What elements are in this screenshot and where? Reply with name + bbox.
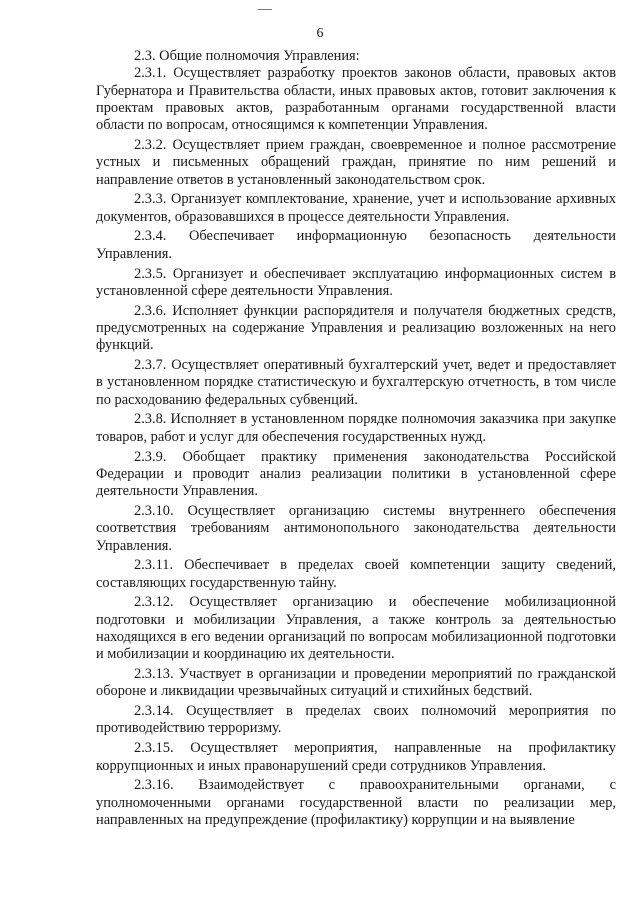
paragraph-2-3-12: 2.3.12. Осуществляет организацию и обеспечение мобилизационной подготовки и мобилизации Управления, а также контроль за деятельностью находящихся в его ведении организаций по вопросам мобилизационной подготовки и мобилизации и координацию их деятельности. [96,594,616,663]
paragraph-2-3-11: 2.3.11. Обеспечивает в пределах своей компетенции защиту сведений, составляющих государственную тайну. [96,557,616,591]
document-body [96,48,616,829]
paragraph-2-3-4: 2.3.4. Обеспечивает информационную безопасность деятельности Управления. [96,228,616,262]
paragraph-2-3-15: 2.3.15. Осуществляет мероприятия, направленные на профилактику коррупционных и иных правонарушений среди сотрудников Управления. [96,740,616,774]
page-number: 6 [316,26,324,41]
paragraph-2-3-9: 2.3.9. Обобщает практику применения законодательства Российской Федерации и проводит анализ реализации политики в установленной сфере деятельности Управления. [96,448,616,500]
paragraph-2-3-3: 2.3.3. Организует комплектование, хранение, учет и использование архивных документов, образовавшихся в процессе деятельности Управления. [96,191,616,225]
paragraph-2-3-10: 2.3.10. Осуществляет организацию системы внутреннего обеспечения соответствия требованиям антимонопольного законодательства деятельности Управления. [96,502,616,554]
paragraph-2-3-5: 2.3.5. Организует и обеспечивает эксплуатацию информационных систем в установленной сфере деятельности Управления. [96,265,616,299]
paragraph-2-3-13: 2.3.13. Участвует в организации и проведении мероприятий по гражданской обороне и ликвидации чрезвычайных ситуаций и стихийных бедствий. [96,666,616,700]
paragraph-2-3-7: 2.3.7. Осуществляет оперативный бухгалтерский учет, ведет и предоставляет в установленном порядке статистическую и бухгалтерскую отчетность, в том числе по расходованию федеральных субвенций. [96,357,616,408]
paragraph-2-3-6: 2.3.6. Исполняет функции распорядителя и получателя бюджетных средств, предусмотренных на содержание Управления и реализацию возложенных на него функций. [96,302,616,354]
paragraph-2-3-2: 2.3.2. Осуществляет прием граждан, своевременное и полное рассмотрение устных и письменных обращений граждан, принятие по ним решений и направление ответов в установленный законодательством срок. [96,136,616,188]
section-heading: 2.3. Общие полномочия Управления: [134,48,360,64]
paragraph-2-3-8: 2.3.8. Исполняет в установленном порядке полномочия заказчика при закупке товаров, работ и услуг для обеспечения государственных нужд. [96,411,616,445]
scan-artifact-mark [258,9,272,10]
paragraph-2-3-16: 2.3.16. Взаимодействует с правоохранительными органами, с уполномоченными органами государственной власти по реализации мер, направленных на предупреждение (профилактику) коррупции и на выявление [96,777,616,828]
paragraph-2-3-1: 2.3.1. Осуществляет разработку проектов законов области, правовых актов Губернатора и Правительства области, иных правовых актов, готовит заключения к проектам правовых актов, разработанным органами государственной власти области по вопросам, относящимся к компетенции Управления. [96,65,616,134]
paragraph-2-3-14: 2.3.14. Осуществляет в пределах своих полномочий мероприятия по противодействию терроризму. [96,703,616,737]
